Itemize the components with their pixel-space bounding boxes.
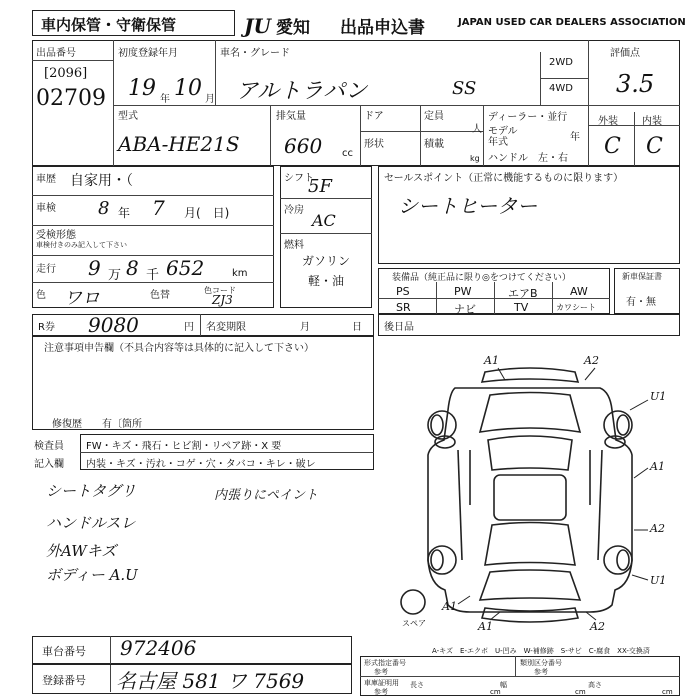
mileage-sen: 8 xyxy=(126,256,139,280)
car-name: アルトラパン xyxy=(236,79,368,104)
displacement-value: 660 xyxy=(284,134,323,158)
car-name-label: 車名・グレード xyxy=(220,48,290,59)
height-cm: cm xyxy=(662,688,673,696)
warranty-label: 新車保証書 xyxy=(622,272,662,281)
color-value: ワロ xyxy=(64,288,100,309)
note-4: ボディー A.U xyxy=(46,566,138,584)
door-label: ドア xyxy=(364,111,384,122)
inspection-note: 車検付きのみ記入して下さい xyxy=(36,241,127,249)
exterior-label: 外装 xyxy=(598,116,618,127)
equip-sr: SR xyxy=(396,301,411,314)
mark-side-2: A1 xyxy=(650,460,665,473)
category-number-label: 類別区分番号 xyxy=(520,659,562,667)
shift-label: シフト xyxy=(284,173,314,184)
mark-rear-left: A1 xyxy=(442,600,457,613)
reg-year-kanji: 年 xyxy=(160,94,170,105)
displacement-label: 排気量 xyxy=(276,111,306,122)
storage-label: 車内保管・守衛保管 xyxy=(41,16,177,34)
interior-label: 内装 xyxy=(642,116,662,127)
repaint-label: 色替 xyxy=(150,290,170,301)
man-label: 万 xyxy=(108,268,122,283)
equip-tv: TV xyxy=(514,301,529,314)
history-value: 自家用・（ xyxy=(70,173,133,189)
month-label: 月 xyxy=(300,322,310,333)
registration-value: 名古屋 581 ワ 7569 xyxy=(116,669,305,693)
damage-legend: A-キズ E-エクボ U-凹み W-補修跡 S-サビ C-腐食 XX-交換済 xyxy=(432,647,650,655)
fuel-light-oil: 軽・油 xyxy=(308,274,345,288)
mark-side-1: U1 xyxy=(650,390,667,403)
lot-bracket: [2096] xyxy=(44,66,88,81)
entry-label: 記入欄 xyxy=(34,459,64,470)
reg-month-kanji: 月 xyxy=(205,94,215,105)
color-label: 色 xyxy=(36,290,46,301)
type-designation-label: 形式指定番号 xyxy=(364,659,406,667)
plate-reference: 参考 xyxy=(374,688,388,696)
model-label: 型式 xyxy=(118,111,138,122)
warranty-options: 有・無 xyxy=(626,297,656,308)
exterior-grade: C xyxy=(604,134,621,159)
inspection-suffix: 月( 日) xyxy=(184,206,230,220)
length-cm: cm xyxy=(490,688,501,696)
ju-logo: JU xyxy=(244,14,271,38)
inspector-label: 検査員 xyxy=(34,441,64,452)
org-english: JAPAN USED CAR DEALERS ASSOCIATION xyxy=(458,17,686,28)
registration-label: 登録番号 xyxy=(42,674,86,687)
fuel-label: 燃料 xyxy=(284,240,304,251)
lot-number: 02709 xyxy=(36,86,106,111)
mark-side-3: A2 xyxy=(650,522,665,535)
chassis-label: 車台番号 xyxy=(42,645,86,658)
interior-row: 内装・キズ・汚れ・コゲ・穴・タバコ・キレ・破レ xyxy=(86,459,316,470)
cooler-label: 冷房 xyxy=(284,205,304,216)
shape-label: 形状 xyxy=(364,139,384,150)
equip-ps: PS xyxy=(396,285,410,298)
fw-row: FW・キズ・飛石・ヒビ割・リペア跡・X 要 xyxy=(86,441,282,452)
note-1: シートタグリ xyxy=(46,482,137,500)
inspection-form-label: 受検形態 xyxy=(36,230,76,241)
r-ticket-value: 9080 xyxy=(88,313,139,337)
name-change-label: 名変期限 xyxy=(206,322,246,333)
mark-front-left: A1 xyxy=(484,354,499,367)
inspection-year-kanji: 年 xyxy=(118,206,131,220)
person-unit: 人 xyxy=(472,124,482,135)
equipment-label: 装備品（純正品に限り◎をつけてください） xyxy=(392,273,571,283)
inspection-year: 8 xyxy=(98,198,110,219)
category-reference: 参考 xyxy=(534,668,548,676)
color-code-label: 色コード xyxy=(204,286,236,295)
mark-rear-right: A2 xyxy=(590,620,605,633)
sen-label: 千 xyxy=(146,268,160,283)
sales-point-label: セールスポイント（正常に機能するものに限ります） xyxy=(384,173,624,184)
repair-history-label: 修復歴 有〔箇所 xyxy=(52,419,142,430)
spare-label: スペア xyxy=(402,619,426,628)
mark-front-right: A2 xyxy=(584,354,599,367)
shift-value: 5F xyxy=(308,176,332,197)
width-label: 幅 xyxy=(500,681,507,689)
day-label: 日 xyxy=(352,322,362,333)
capacity-label: 定員 xyxy=(424,111,444,122)
note-2: ハンドルスレ xyxy=(46,514,136,532)
model-year-2: 年式 xyxy=(488,137,508,148)
lot-number-label: 出品番号 xyxy=(36,48,76,59)
form-title: 出品申込書 xyxy=(340,18,425,38)
mark-side-4: U1 xyxy=(650,574,667,587)
color-code: ZJ3 xyxy=(212,293,233,307)
equip-leather: カワシート xyxy=(556,303,596,312)
equip-navi: ナビ xyxy=(454,303,476,316)
drive-2wd: 2WD xyxy=(549,57,573,68)
later-date-label: 後日品 xyxy=(384,322,414,333)
dealer-import: ディーラー・並行 xyxy=(488,112,568,123)
chassis-value: 972406 xyxy=(120,636,197,660)
rating-value: 3.5 xyxy=(616,70,655,98)
org-name: 愛知 xyxy=(276,18,310,38)
interior-grade: C xyxy=(646,134,663,159)
kg-unit: kg xyxy=(470,154,480,163)
r-ticket-label: R券 xyxy=(38,322,55,333)
yen-label: 円 xyxy=(184,322,194,333)
mark-rear-mid: A1 xyxy=(478,620,493,633)
first-registration-label: 初度登録年月 xyxy=(118,48,178,59)
fuel-gasoline: ガソリン xyxy=(302,254,351,268)
mileage-man: 9 xyxy=(88,256,101,280)
reg-month: 10 xyxy=(174,76,202,101)
drive-4wd: 4WD xyxy=(549,83,573,94)
sales-point-value: シートヒーター xyxy=(398,194,538,218)
height-label: 高さ xyxy=(588,681,602,689)
model-value: ABA-HE21S xyxy=(118,132,240,156)
plate-reference-label: 車庫証明用 xyxy=(364,679,399,687)
history-label: 車歴 xyxy=(36,174,56,185)
inspection-label: 車検 xyxy=(36,203,56,214)
equip-aw: AW xyxy=(570,285,588,298)
inspection-month: 7 xyxy=(152,196,165,220)
reg-year: 19 xyxy=(128,76,156,101)
equip-pw: PW xyxy=(454,285,472,298)
load-label: 積載 xyxy=(424,139,444,150)
rating-label: 評価点 xyxy=(610,48,640,59)
mileage-label: 走行 xyxy=(36,264,56,275)
length-label: 長さ xyxy=(410,681,424,689)
km-label: km xyxy=(232,268,248,279)
note-3: 外AWキズ xyxy=(46,542,117,560)
year-suffix: 年 xyxy=(570,132,580,143)
notes-label: 注意事項申告欄（不具合内容等は具体的に記入して下さい） xyxy=(44,343,314,354)
model-year-1: モデル xyxy=(488,126,518,137)
grade: SS xyxy=(452,78,477,99)
interior-note: 内張りにペイント xyxy=(214,488,319,503)
cooler-value: AC xyxy=(312,211,336,230)
type-reference: 参考 xyxy=(374,668,388,676)
width-cm: cm xyxy=(575,688,586,696)
equip-airbag: エアB xyxy=(508,287,538,300)
mileage-rest: 652 xyxy=(166,256,205,280)
handle-label: ハンドル 左・右 xyxy=(488,153,568,164)
cc-label: cc xyxy=(342,148,353,159)
